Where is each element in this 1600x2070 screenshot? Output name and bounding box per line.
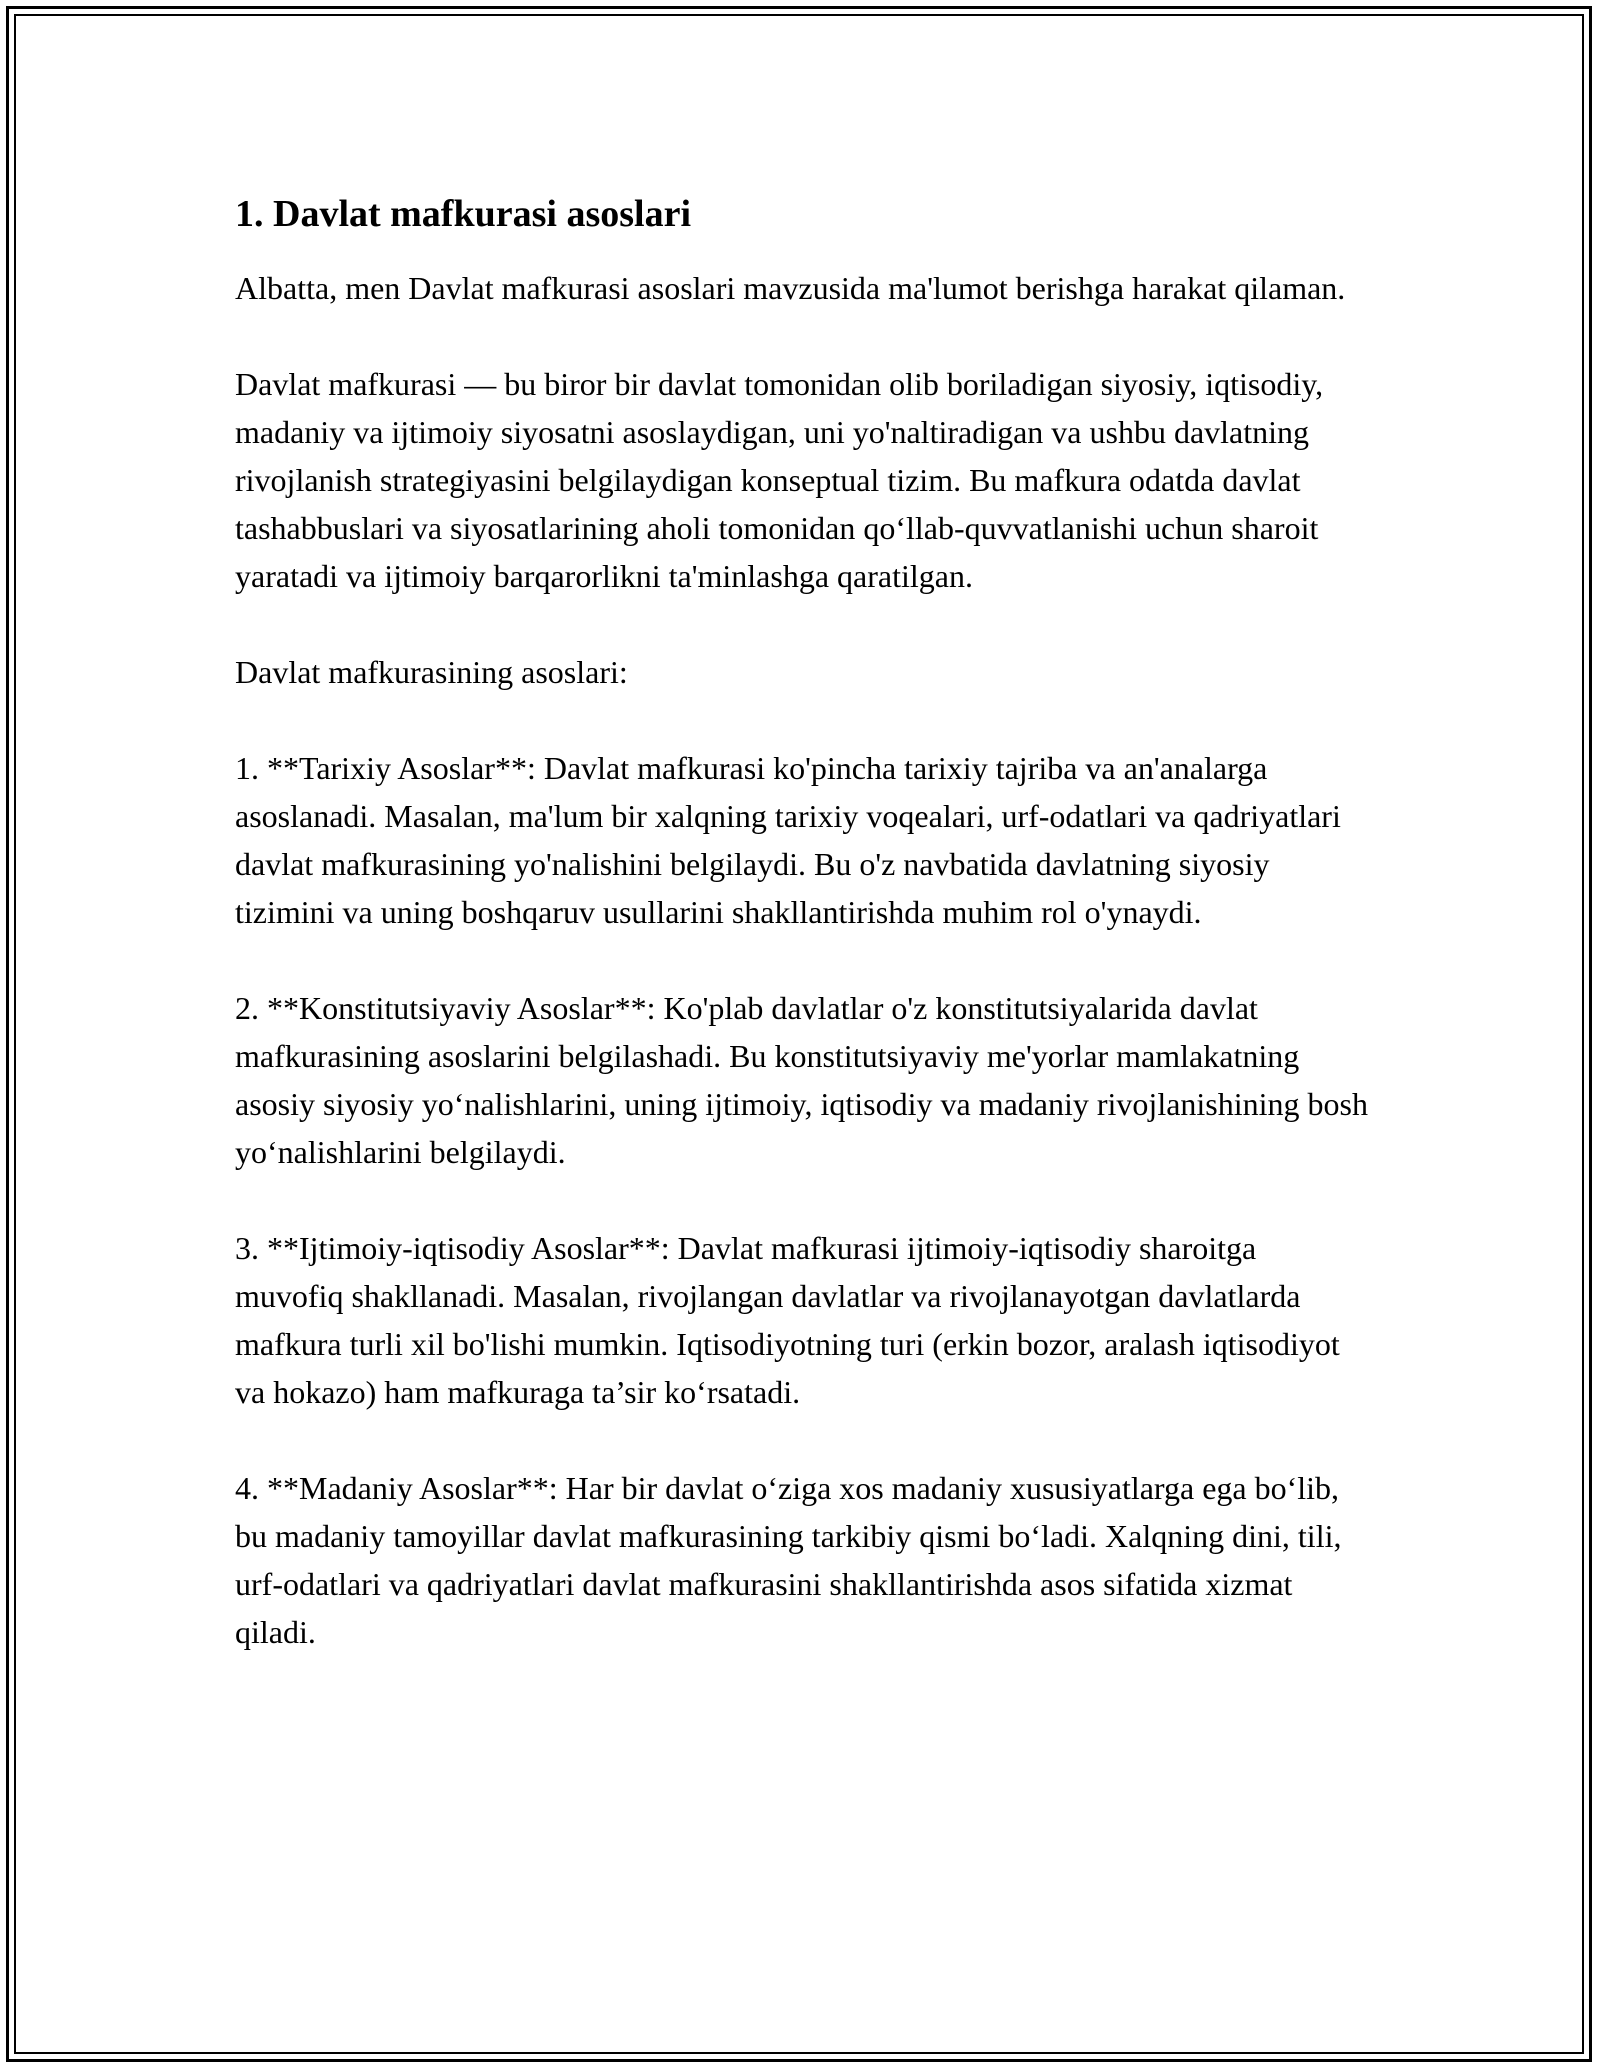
list-item-constitutional: 2. **Konstitutsiyaviy Asoslar**: Ko'plab davlatlar o'z konstitutsiyalarida davlat mafkurasining asoslarini belgilashadi. Bu konstitutsiyaviy me'yorlar mamlakatning asosiy siyosiy yo‘nalishlarini, uning ijtimoiy, iqtisodiy va madaniy rivojlanishining bosh yo‘nalishlarini belgilaydi.	[235, 990, 1368, 1170]
list-item-cultural: 4. **Madaniy Asoslar**: Har bir davlat o‘ziga xos madaniy xususiyatlarga ega bo‘lib, bu madaniy tamoyillar davlat mafkurasining tarkibiy qismi bo‘ladi. Xalqning dini, tili, urf-odatlari va qadriyatlari davlat mafkurasini shakllantirishda asos sifatida xizmat qiladi.	[235, 1470, 1342, 1650]
list-intro-paragraph: Davlat mafkurasining asoslari:	[235, 654, 628, 690]
definition-paragraph: Davlat mafkurasi — bu biror bir davlat tomonidan olib boriladigan siyosiy, iqtisodiy, madaniy va ijtimoiy siyosatni asoslaydigan, uni yo'naltiradigan va ushbu davlatning rivojlanish strategiyasini belgilaydigan konseptual tizim. Bu mafkura odatda davlat tashabbuslari va siyosatlarining aholi tomonidan qo‘llab-quvvatlanishi uchun sharoit yaratadi va ijtimoiy barqarorlikni ta'minlashga qaratilgan.	[235, 366, 1324, 594]
intro-paragraph: Albatta, men Davlat mafkurasi asoslari mavzusida ma'lumot berishga harakat qilaman.	[235, 270, 1346, 306]
list-item-historical: 1. **Tarixiy Asoslar**: Davlat mafkurasi ko'pincha tarixiy tajriba va an'analarga asoslanadi. Masalan, ma'lum bir xalqning tarixiy voqealari, urf-odatlari va qadriyatlari davlat mafkurasining yo'nalishini belgilaydi. Bu o'z navbatida davlatning siyosiy tizimini va uning boshqaruv usullarini shakllantirishda muhim rol o'ynaydi.	[235, 750, 1341, 930]
list-item-socioeconomic: 3. **Ijtimoiy-iqtisodiy Asoslar**: Davlat mafkurasi ijtimoiy-iqtisodiy sharoitga muvofiq shakllanadi. Masalan, rivojlangan davlatlar va rivojlanayotgan davlatlarda mafkura turli xil bo'lishi mumkin. Iqtisodiyotning turi (erkin bozor, aralash iqtisodiyot va hokazo) ham mafkuraga ta’sir ko‘rsatadi.	[235, 1230, 1340, 1410]
page-title: 1. Davlat mafkurasi asoslari	[235, 193, 691, 235]
document-body	[235, 190, 1370, 1704]
